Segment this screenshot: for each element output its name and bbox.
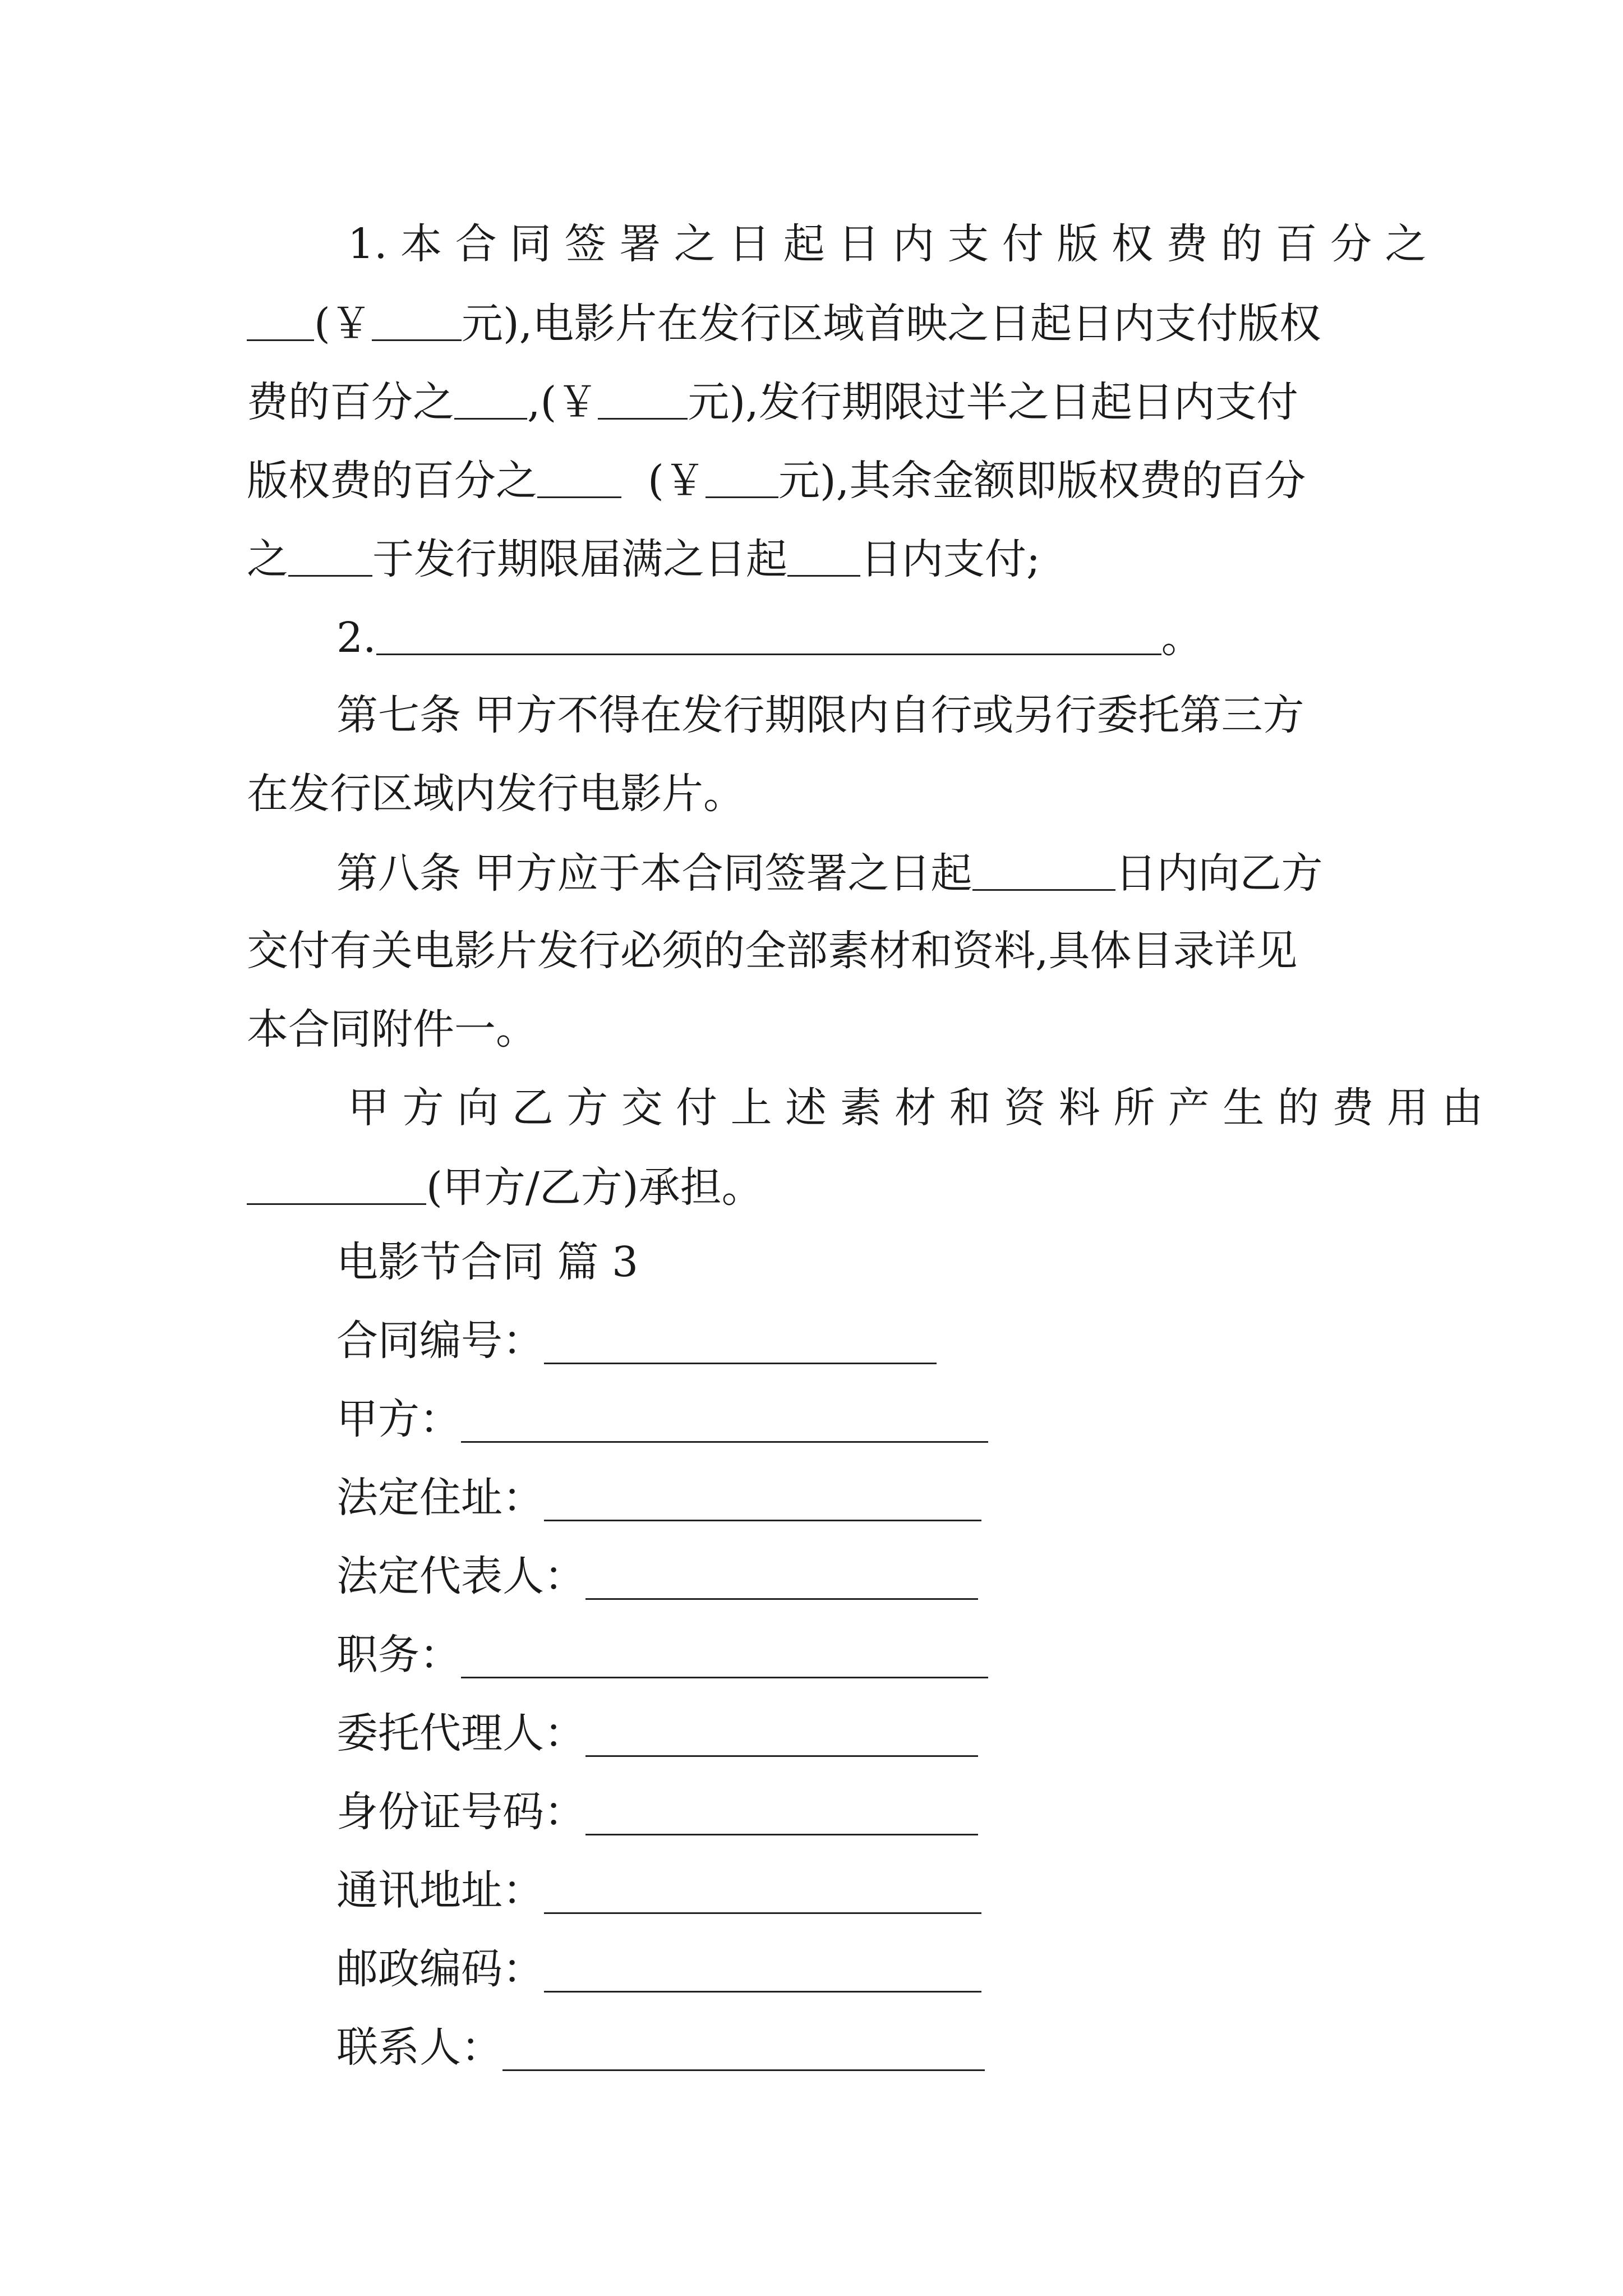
postal-code-label: 邮政编码： <box>336 1945 544 1993</box>
blank-field[interactable] <box>537 455 621 498</box>
party-a-label: 甲方： <box>336 1395 461 1443</box>
payment-clause-text: 日内支付; <box>860 535 1040 583</box>
legal-address-row <box>336 1470 981 1526</box>
legal-rep-field[interactable] <box>585 1553 978 1600</box>
blank-field[interactable] <box>706 455 778 498</box>
position-field[interactable] <box>461 1632 988 1678</box>
article-8-text: 甲 方 向 乙 方 交 付 上 述 素 材 和 资 料 所 产 生 的 费 用 由 <box>348 1084 1483 1132</box>
article-8-line-1 <box>336 844 1391 901</box>
payment-clause-text: 元),其余金额即版权费的百分 <box>778 457 1306 505</box>
mail-address-row <box>336 1862 981 1918</box>
article-8-line-4 <box>348 1080 1483 1136</box>
legal-rep-label: 法定代表人： <box>336 1552 585 1600</box>
payment-clause-line-1 <box>348 216 1427 272</box>
blank-field[interactable] <box>247 1162 426 1205</box>
contact-label: 联系人： <box>336 2023 502 2072</box>
mail-address-label: 通讯地址： <box>336 1866 544 1915</box>
payment-clause-text: 版权费的百分之 <box>247 457 537 505</box>
blank-field[interactable] <box>288 533 372 577</box>
contact-field[interactable] <box>502 2024 985 2071</box>
payment-clause-line-4 <box>247 452 1391 509</box>
party-a-field[interactable] <box>461 1396 988 1443</box>
payment-clause-text: 费的百分之 <box>247 378 454 426</box>
article-8-line-3 <box>247 1001 1391 1057</box>
agent-field[interactable] <box>585 1710 978 1757</box>
agent-label: 委托代理人： <box>336 1709 585 1757</box>
article-8-text: (甲方/乙方)承担。 <box>426 1163 763 1212</box>
agent-row <box>336 1705 978 1761</box>
contact-row <box>336 2019 985 2076</box>
section-title <box>336 1234 1391 1290</box>
article-8-text: 日内向乙方 <box>1115 849 1323 898</box>
blank-field[interactable] <box>972 848 1115 891</box>
payment-clause-text: 元),发行期限过半之日起日内支付 <box>688 378 1298 426</box>
legal-rep-row <box>336 1548 978 1604</box>
item-number: 2. <box>336 614 376 662</box>
blank-field[interactable] <box>598 376 688 420</box>
payment-clause-text: 于发行期限届满之日起 <box>372 535 787 583</box>
blank-field[interactable] <box>787 533 860 577</box>
contract-number-label: 合同编号： <box>336 1317 544 1365</box>
payment-clause-text: 之 <box>247 535 288 583</box>
article-8-line-2 <box>247 923 1391 979</box>
party-a-row <box>336 1391 988 1447</box>
article-8-line-5 <box>247 1158 1391 1216</box>
article-7-text: 在发行区域内发行电影片。 <box>247 770 745 818</box>
article-8-text: 第八条 甲方应于本合同签署之日起 <box>336 849 972 898</box>
payment-clause-line-3 <box>247 373 1391 430</box>
article-8-text: 交付有关电影片发行必须的全部素材和资料,具体目录详见 <box>247 927 1298 975</box>
payment-clause-text: ,(￥ <box>527 378 598 426</box>
blank-field[interactable] <box>247 298 314 341</box>
payment-clause-text: 元),电影片在发行区域首映之日起日内支付版权 <box>461 300 1321 348</box>
article-7-line-1 <box>336 687 1391 743</box>
payment-clause-line-2 <box>247 295 1391 352</box>
postal-code-field[interactable] <box>544 1946 981 1993</box>
position-label: 职务： <box>336 1631 461 1679</box>
section-title-text: 电影节合同 篇 3 <box>336 1238 639 1286</box>
legal-address-field[interactable] <box>544 1475 981 1521</box>
id-number-field[interactable] <box>585 1789 978 1835</box>
blank-field[interactable] <box>372 298 462 341</box>
id-number-label: 身份证号码： <box>336 1788 585 1836</box>
article-7-line-2 <box>247 766 1391 822</box>
article-8-text: 本合同附件一。 <box>247 1005 537 1053</box>
position-row <box>336 1627 988 1683</box>
article-7-text: 第七条 甲方不得在发行期限内自行或另行委托第三方 <box>336 691 1304 739</box>
payment-clause-text: (￥ <box>648 457 706 505</box>
payment-clause-line-5 <box>247 530 1391 587</box>
id-number-row <box>336 1784 978 1840</box>
blank-field[interactable] <box>454 376 527 420</box>
contract-number-field[interactable] <box>544 1318 937 1364</box>
mail-address-field[interactable] <box>544 1867 981 1914</box>
blank-field[interactable] <box>376 612 1161 655</box>
postal-code-row <box>336 1941 981 1997</box>
legal-address-label: 法定住址： <box>336 1474 544 1522</box>
contract-number-row <box>336 1313 937 1369</box>
payment-clause-text: 1. 本 合 同 签 署 之 日 起 日 内 支 付 版 权 费 的 百 分 之 <box>348 220 1427 268</box>
payment-clause-text: (￥ <box>314 300 372 348</box>
payment-item-2 <box>336 609 1391 666</box>
item-end-mark: 。 <box>1161 614 1203 662</box>
